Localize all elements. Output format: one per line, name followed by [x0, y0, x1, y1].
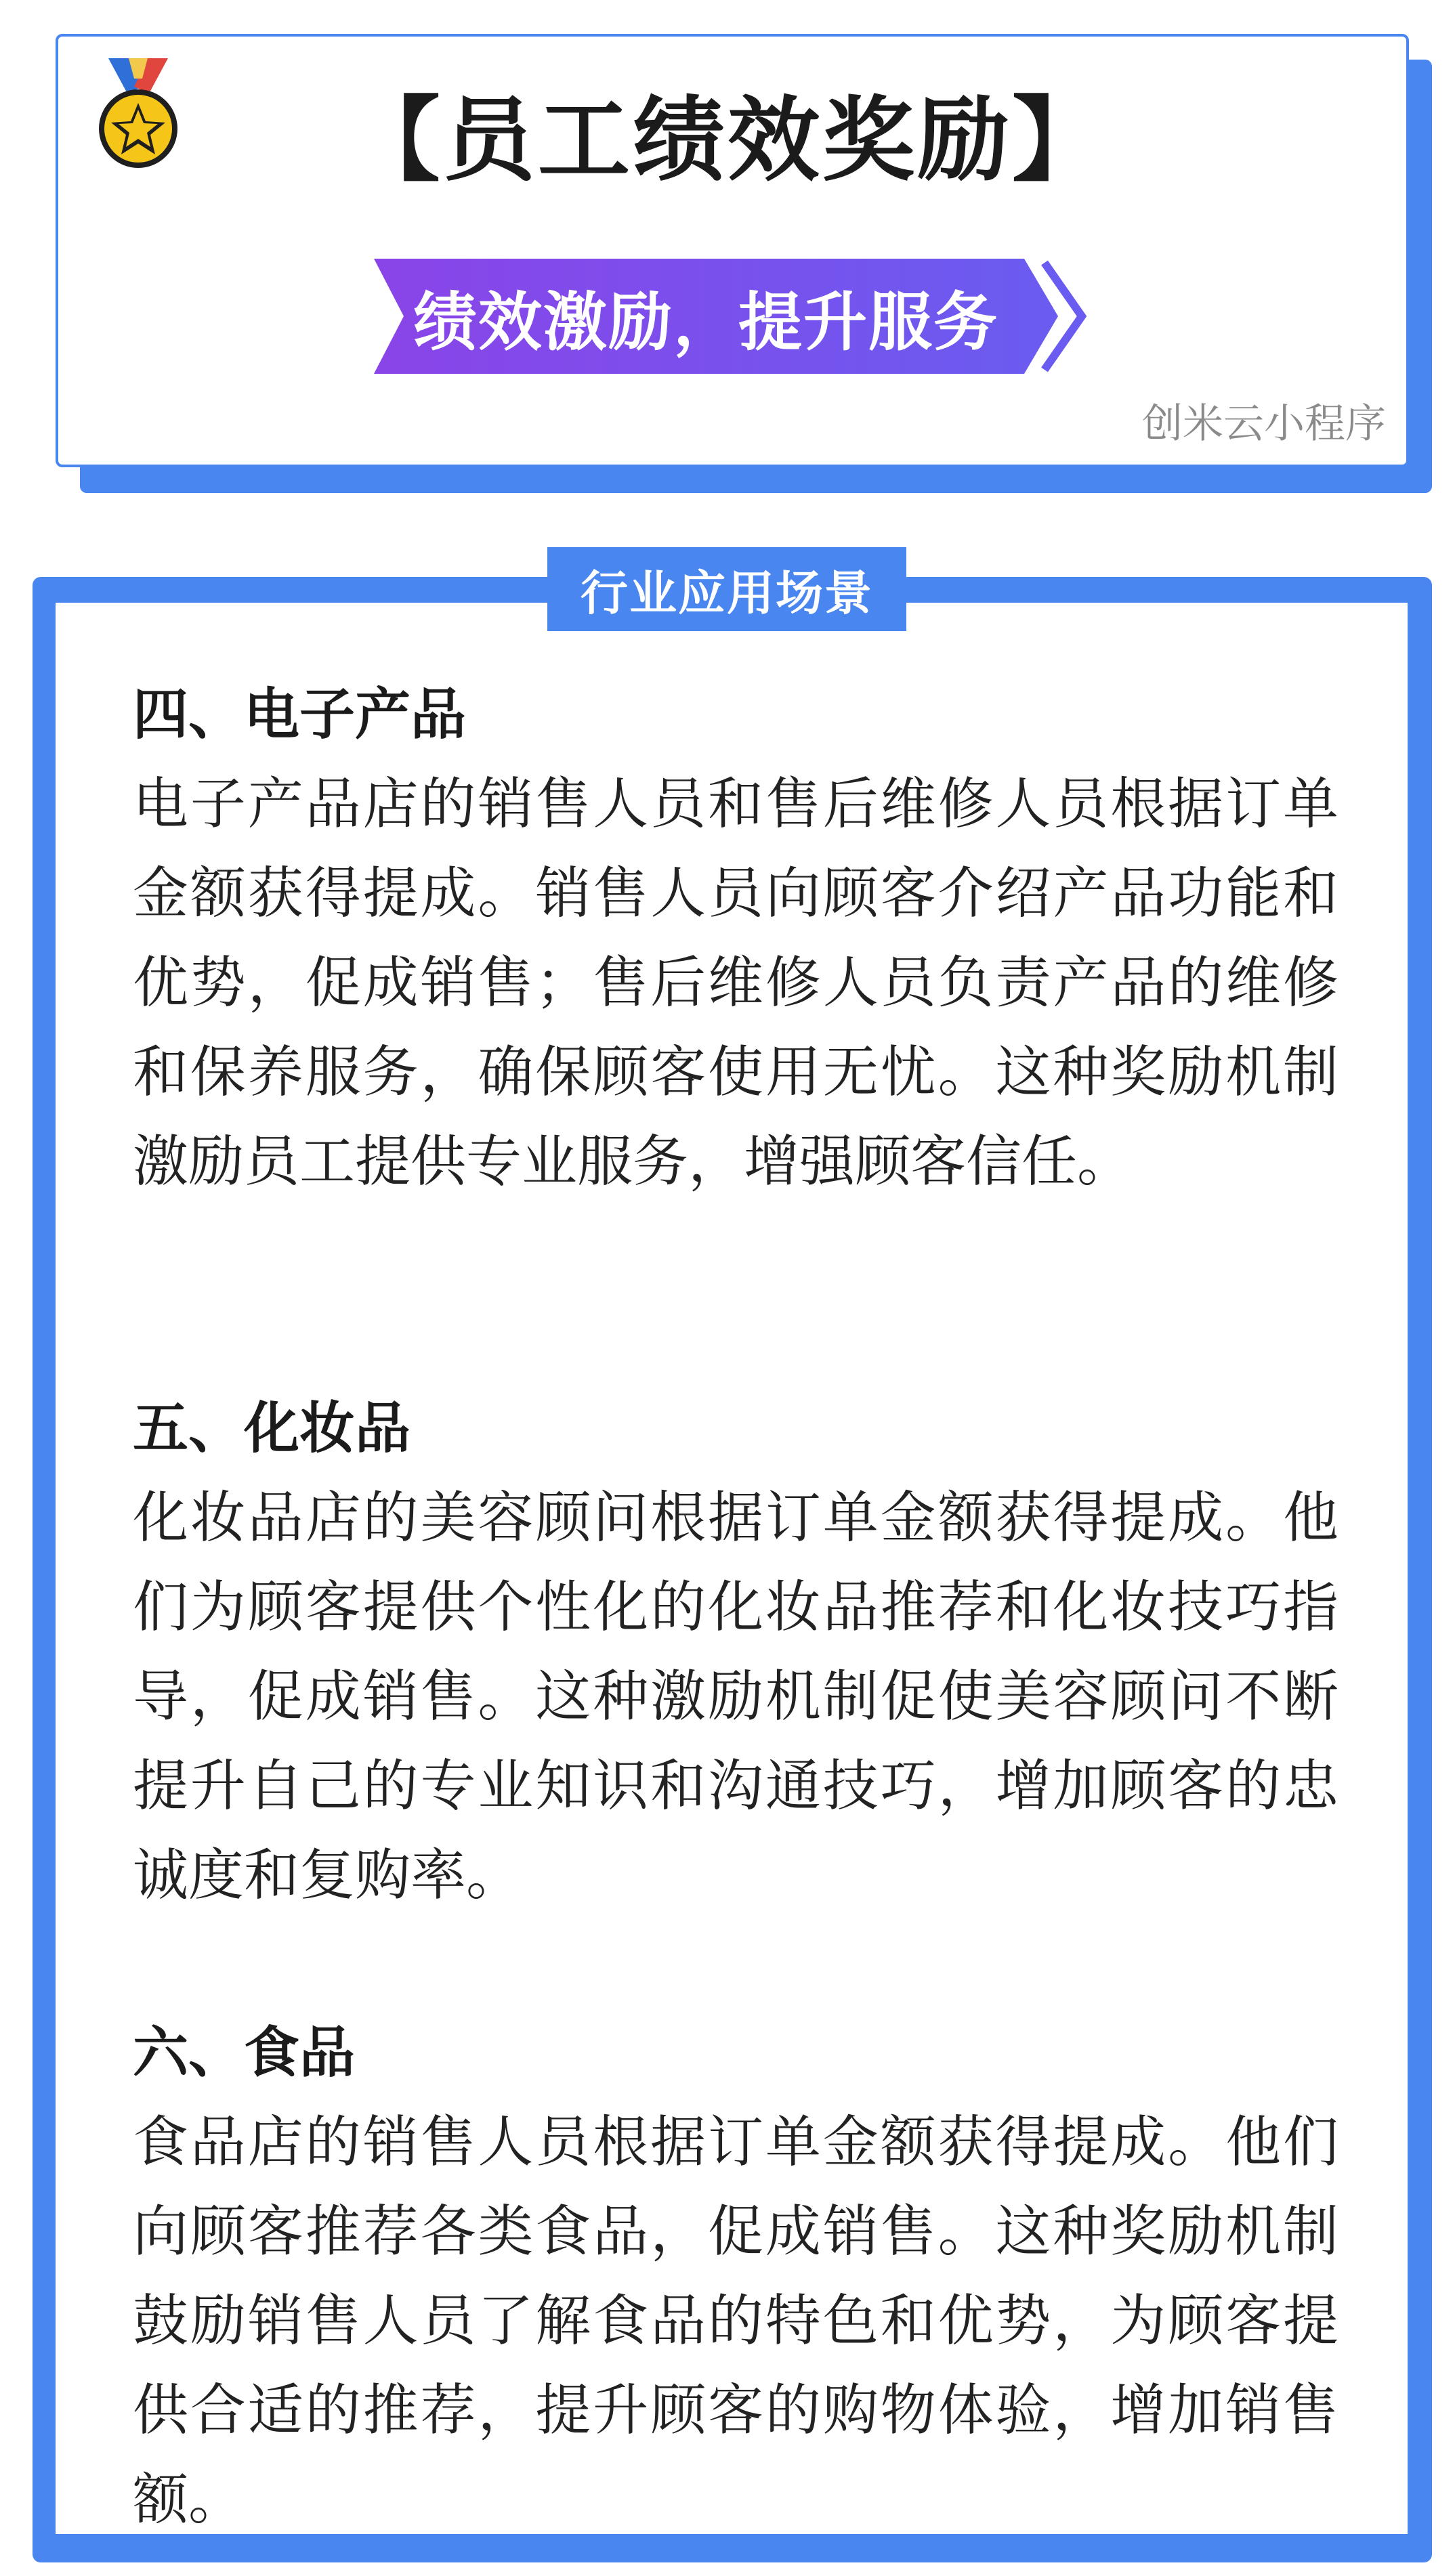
section-electronics	[133, 670, 1338, 1207]
section-tab: 行业应用场景	[547, 547, 906, 631]
section-text: 电子产品店的销售人员和售后维修人员根据订单金额获得提成。销售人员向顾客介绍产品功能和优势，促成销售；售后维修人员负责产品的维修和保养服务，确保顾客使用无忧。这种奖励机制激励员工提供专业服务，增强顾客信任。	[133, 772, 1338, 1194]
section-cosmetics	[133, 1384, 1338, 1920]
section-title: 四、电子产品	[133, 683, 467, 747]
section-text: 食品店的销售人员根据订单金额获得提成。他们向顾客推荐各类食品，促成销售。这种奖励机制鼓励销售人员了解食品的特色和优势，为顾客提供合适的推荐，提升顾客的购物体验，增加销售额。	[133, 2110, 1338, 2532]
page-title: 【员工绩效奖励】	[348, 87, 1107, 194]
section-title: 六、食品	[133, 2021, 356, 2085]
section-food	[133, 2009, 1338, 2545]
subtitle-text: 绩效激励，提升服务	[413, 285, 998, 360]
brand-label: 创米云小程序	[1142, 400, 1386, 448]
section-title: 五、化妆品	[133, 1396, 411, 1461]
section-text: 化妆品店的美容顾问根据订单金额获得提成。他们为顾客提供个性化的化妆品推荐和化妆技巧指导，促成销售。这种激励机制促使美容顾问不断提升自己的专业知识和沟通技巧，增加顾客的忠诚度和复购率。	[133, 1486, 1338, 1908]
